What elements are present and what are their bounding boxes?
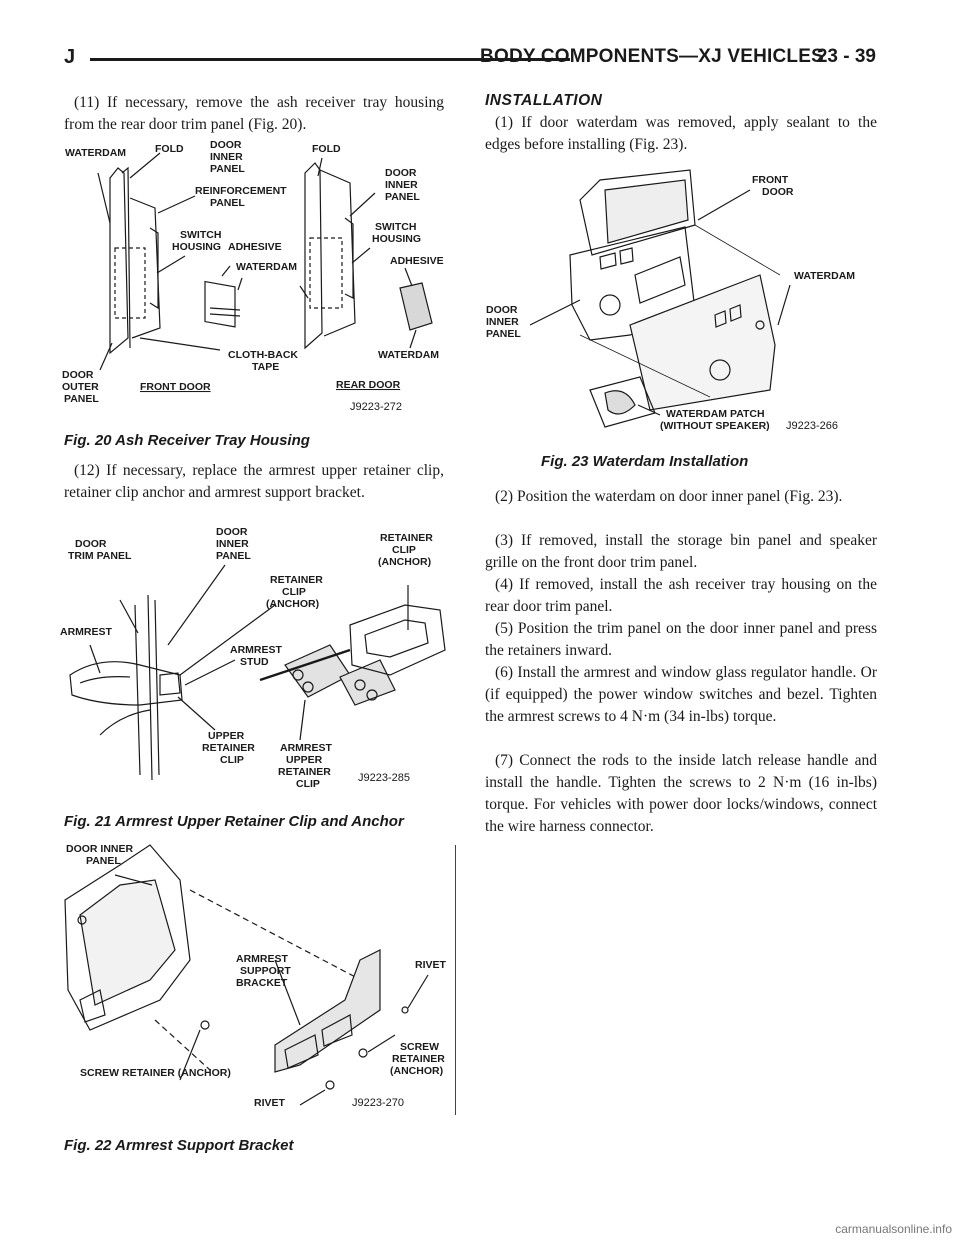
label-adhesive-left: ADHESIVE (228, 241, 282, 253)
label-door-inner-left: DOOR (210, 139, 242, 151)
install-step-6: (6) Install the armrest and window glass regulator handle. Or (if equipped) the power window switches and bezel. Tighten the armrest screws to 4 N·m (34 in-lbs) torque. (485, 664, 877, 725)
watermark: carmanualsonline.info (835, 1222, 952, 1236)
figure-22-caption: Fig. 22 Armrest Support Bracket (64, 1137, 294, 1154)
svg-text:DOOR: DOOR (62, 369, 94, 381)
svg-text:DOOR: DOOR (486, 304, 518, 316)
svg-text:SUPPORT: SUPPORT (240, 965, 291, 977)
svg-text:CLIP: CLIP (282, 586, 306, 598)
svg-text:DOOR: DOOR (762, 186, 794, 198)
svg-text:STUD: STUD (240, 656, 269, 668)
svg-text:SWITCH: SWITCH (375, 221, 417, 233)
figure-23 (480, 165, 875, 440)
install-step-5: (5) Position the trim panel on the door inner panel and press the retainers inward. (485, 620, 877, 659)
figure-20-code: J9223-272 (350, 401, 402, 413)
label-waterdam-left: WATERDAM (65, 147, 127, 159)
svg-text:PANEL: PANEL (210, 163, 245, 175)
label-screw-retainer-left: SCREW RETAINER (ANCHOR) (80, 1067, 231, 1079)
svg-text:DOOR INNER: DOOR INNER (66, 843, 134, 855)
svg-text:DOOR: DOOR (385, 167, 417, 179)
svg-text:INNER: INNER (385, 179, 418, 191)
svg-text:PANEL: PANEL (210, 197, 245, 209)
svg-text:FRONT: FRONT (752, 174, 789, 186)
svg-text:RETAINER: RETAINER (392, 1053, 445, 1065)
svg-text:(ANCHOR): (ANCHOR) (390, 1065, 444, 1077)
figure-23-code: J9223-266 (786, 420, 838, 432)
svg-text:HOUSING: HOUSING (372, 233, 422, 245)
header-title: BODY COMPONENTS—XJ VEHICLES (480, 46, 824, 67)
figure-21-caption: Fig. 21 Armrest Upper Retainer Clip and Anchor (64, 813, 404, 830)
svg-text:INNER: INNER (486, 316, 519, 328)
step-12: (12) If necessary, replace the armrest upper retainer clip, retainer clip anchor and armrest support bracket. (64, 462, 444, 501)
label-rivet-right: RIVET (415, 959, 446, 971)
label-fold-right: FOLD (312, 143, 341, 155)
figure-20-drawing (60, 138, 450, 423)
label-rear-door: REAR DOOR (336, 379, 401, 391)
page-number: 23 - 39 (816, 46, 876, 67)
svg-text:UPPER: UPPER (208, 730, 245, 742)
svg-text:RETAINER: RETAINER (202, 742, 255, 754)
figure-21-code: J9223-285 (358, 772, 410, 784)
label-waterdam: WATERDAM (794, 270, 856, 282)
installation-heading: INSTALLATION (485, 92, 603, 109)
header-letter: J (64, 46, 76, 68)
figure-22 (60, 840, 452, 1125)
label-armrest: ARMREST (60, 626, 112, 638)
svg-text:DOOR: DOOR (216, 526, 248, 538)
figure-22-drawing (60, 840, 452, 1125)
svg-text:UPPER: UPPER (286, 754, 323, 766)
label-waterdam-mid: WATERDAM (236, 261, 298, 273)
svg-text:INNER: INNER (210, 151, 243, 163)
install-step-1: (1) If door waterdam was removed, apply sealant to the edges before installing (Fig. 23). (485, 114, 877, 153)
svg-text:CLIP: CLIP (392, 544, 416, 556)
svg-text:SCREW: SCREW (400, 1041, 440, 1053)
svg-text:OUTER: OUTER (62, 381, 99, 393)
svg-text:PANEL: PANEL (64, 393, 99, 405)
install-step-7: (7) Connect the rods to the inside latch release handle and install the handle. Tighten the screws to 2 N·m (16 in-lbs) torque. For vehicles with power door locks/windows, connect the wire harness connector. (485, 752, 877, 835)
svg-text:BRACKET: BRACKET (236, 977, 288, 989)
svg-text:ARMREST: ARMREST (230, 644, 282, 656)
figure-23-drawing (480, 165, 875, 440)
label-adhesive-right: ADHESIVE (390, 255, 444, 267)
svg-text:ARMREST: ARMREST (280, 742, 332, 754)
svg-text:SWITCH: SWITCH (180, 229, 222, 241)
step-11: (11) If necessary, remove the ash receiver tray housing from the rear door trim panel (Fig. 20). (64, 94, 444, 133)
svg-text:CLIP: CLIP (296, 778, 320, 790)
svg-text:PANEL: PANEL (86, 855, 121, 867)
svg-text:(ANCHOR): (ANCHOR) (266, 598, 320, 610)
figure-22-code: J9223-270 (352, 1097, 404, 1109)
svg-text:PANEL: PANEL (486, 328, 521, 340)
figure-23-caption: Fig. 23 Waterdam Installation (541, 453, 749, 470)
figure-21-drawing (60, 525, 450, 810)
svg-text:TRIM PANEL: TRIM PANEL (68, 550, 132, 562)
page-header (64, 44, 876, 76)
figure-21 (60, 525, 450, 810)
svg-text:(ANCHOR): (ANCHOR) (378, 556, 432, 568)
svg-text:RETAINER: RETAINER (278, 766, 331, 778)
svg-text:PANEL: PANEL (216, 550, 251, 562)
svg-text:CLIP: CLIP (220, 754, 244, 766)
svg-text:(WITHOUT SPEAKER): (WITHOUT SPEAKER) (660, 420, 770, 432)
label-rivet-bottom: RIVET (254, 1097, 285, 1109)
svg-text:DOOR: DOOR (75, 538, 107, 550)
svg-text:PANEL: PANEL (385, 191, 420, 203)
figure-20-caption: Fig. 20 Ash Receiver Tray Housing (64, 432, 310, 449)
svg-text:ARMREST: ARMREST (236, 953, 288, 965)
figure-20 (60, 138, 450, 423)
svg-text:REINFORCEMENT: REINFORCEMENT (195, 185, 287, 197)
svg-text:INNER: INNER (216, 538, 249, 550)
install-step-4: (4) If removed, install the ash receiver tray housing on the rear door trim panel. (485, 576, 877, 615)
svg-text:RETAINER: RETAINER (270, 574, 323, 586)
svg-text:HOUSING: HOUSING (172, 241, 222, 253)
install-step-3: (3) If removed, install the storage bin panel and speaker grille on the front door trim panel. (485, 532, 877, 571)
label-fold-left: FOLD (155, 143, 184, 155)
install-step-2: (2) Position the waterdam on door inner panel (Fig. 23). (495, 488, 843, 505)
column-divider (455, 845, 456, 1115)
svg-text:TAPE: TAPE (252, 361, 280, 373)
label-front-door: FRONT DOOR (140, 381, 211, 393)
svg-text:CLOTH-BACK: CLOTH-BACK (228, 349, 298, 361)
svg-text:RETAINER: RETAINER (380, 532, 433, 544)
svg-text:WATERDAM PATCH: WATERDAM PATCH (666, 408, 765, 420)
label-waterdam-right: WATERDAM (378, 349, 440, 361)
